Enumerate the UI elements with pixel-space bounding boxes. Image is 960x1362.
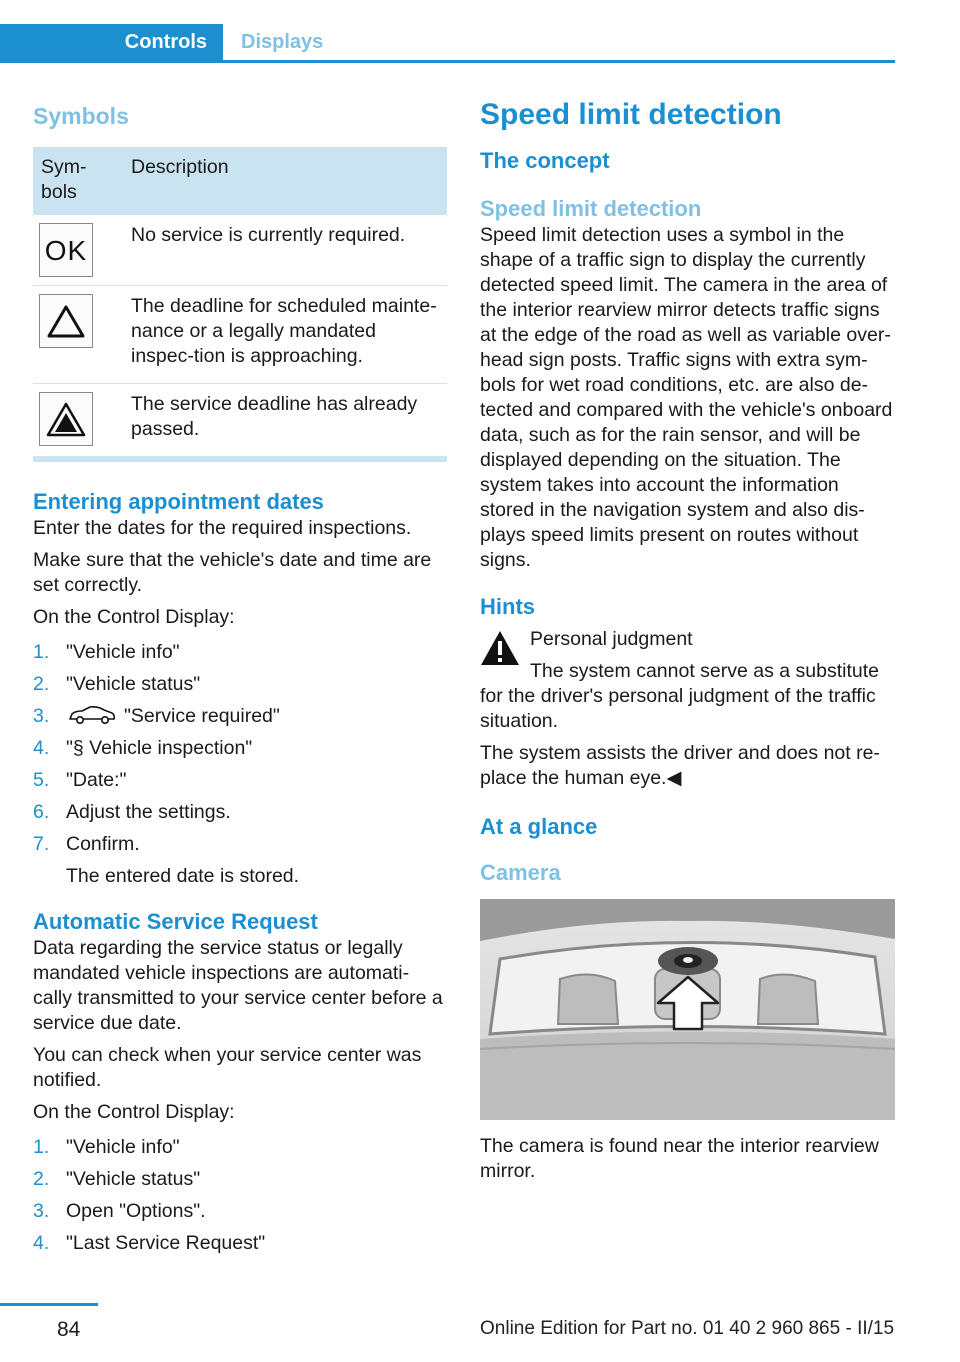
symbols-heading: Symbols: [33, 103, 129, 129]
warning-icon: [480, 630, 520, 666]
appointment-p2: Make sure that the vehicle's date and time are set correctly.: [33, 549, 432, 596]
list-item: 1. "Vehicle info": [33, 1136, 180, 1158]
footer-rule: [0, 1303, 98, 1306]
symbol-description: The service deadline has already passed.: [123, 384, 447, 457]
speed-subheading: Speed limit detection: [480, 196, 702, 221]
camera-caption: The camera is found near the interior rearview mirror.: [480, 1135, 879, 1182]
car-icon: [68, 706, 116, 724]
ok-icon-label: OK: [44, 234, 88, 266]
camera-location-image: [480, 899, 895, 1120]
symbols-table: [33, 147, 447, 457]
warning-block: [480, 627, 896, 652]
col-description-header: Description: [123, 147, 447, 215]
list-item: 5. "Date:": [33, 769, 127, 791]
asr-p1: Data regarding the service status or legally mandated vehicle inspections are automati-cally transmitted to your service center before a service due date.: [33, 937, 443, 1034]
page-number: 84: [57, 1318, 81, 1341]
hints-heading: Hints: [480, 594, 535, 619]
ok-icon: [39, 223, 93, 277]
filled-warning-triangle-icon: [39, 392, 93, 446]
appointment-p3: On the Control Display:: [33, 606, 235, 628]
tab-controls[interactable]: Controls: [0, 24, 223, 60]
appointment-heading: Entering appointment dates: [33, 489, 324, 514]
symbol-description: No service is currently required.: [123, 215, 447, 286]
header-rule: [0, 60, 895, 63]
asr-p3: On the Control Display:: [33, 1101, 235, 1123]
list-item: 2. "Vehicle status": [33, 1168, 201, 1190]
symbols-table-header: [33, 147, 447, 215]
col-symbols-header: Sym-bols: [33, 147, 123, 215]
list-item: 4. "§ Vehicle inspection": [33, 737, 253, 759]
speed-title: Speed limit detection: [480, 98, 782, 131]
table-row: [33, 286, 447, 384]
warning-text: The system cannot serve as a substitute for the driver's personal judgment of the traffic situation.: [480, 660, 880, 732]
assist-text: The system assists the driver and does not re-place the human eye.◀: [480, 742, 880, 789]
warning-title: Personal judgment: [530, 628, 693, 650]
speed-body: Speed limit detection uses a symbol in the shape of a traffic sign to display the currently detected speed limit. The camera in the area of the interior rearview mirror detects traffic signs at the edge of the road as well as variable over-head sign posts. Traffic signs with extra sym-bols for wet road conditions, etc. are also de-tected and compared with the vehicle's onboard data, such as for the rain sensor, and will be displayed depending on the situation. The system takes into account the information stored in the navigation system and also dis-plays speed limits present on routes without signs.: [480, 224, 893, 571]
edition-text: Online Edition for Part no. 01 40 2 960 865 - II/15: [480, 1318, 895, 1339]
list-item: 7. Confirm. The entered date is stored.: [33, 832, 447, 889]
list-item: 2. "Vehicle status": [33, 673, 201, 695]
asr-steps: [33, 1135, 447, 1256]
asr-heading: Automatic Service Request: [33, 909, 318, 934]
list-item: 6. Adjust the settings.: [33, 801, 231, 823]
table-row: [33, 215, 447, 286]
list-item: 3. "Service required": [33, 705, 280, 727]
symbol-description: The deadline for scheduled mainte-nance or a legally mandated inspec-tion is approaching.: [123, 286, 447, 384]
concept-heading: The concept: [480, 148, 610, 173]
list-item: 1. "Vehicle info": [33, 641, 180, 663]
appointment-steps: [33, 640, 447, 889]
left-column: [33, 95, 447, 1263]
list-item: 4. "Last Service Request": [33, 1232, 266, 1254]
header-tabs: [0, 24, 895, 62]
appointment-p1: Enter the dates for the required inspections.: [33, 517, 412, 539]
warning-triangle-icon: [39, 294, 93, 348]
list-item: 3. Open "Options".: [33, 1200, 206, 1222]
step-result: The entered date is stored.: [66, 865, 300, 887]
tab-displays[interactable]: Displays: [241, 30, 324, 53]
camera-heading: Camera: [480, 860, 561, 885]
right-column: [480, 95, 896, 1184]
asr-p2: You can check when your service center was notified.: [33, 1044, 422, 1091]
table-row: [33, 384, 447, 457]
glance-heading: At a glance: [480, 814, 598, 839]
